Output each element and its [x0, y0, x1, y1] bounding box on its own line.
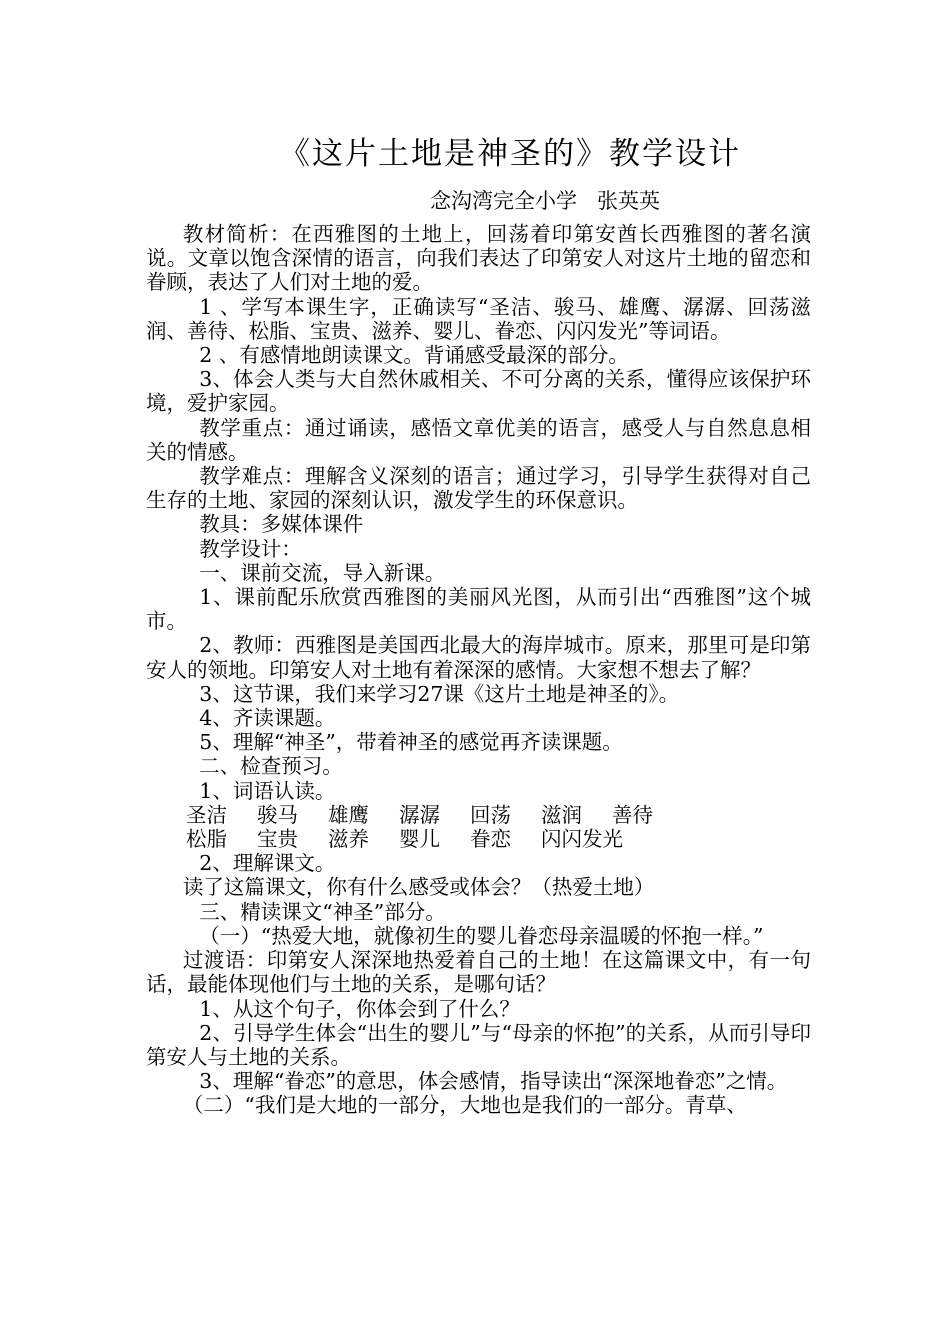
vocab-word: 回荡: [470, 802, 511, 827]
paragraph-sub-2: 2、引导学生体会“出生的婴儿”与“母亲的怀抱”的关系，从而引导印第安人与土地的关系。: [146, 1020, 811, 1069]
paragraph-goal-2: 2 、有感情地朗读课文。背诵感受最深的部分。: [199, 343, 629, 368]
paragraph-design: 教学设计：: [199, 536, 302, 561]
paragraph-step-4: 4、齐读课题。: [199, 706, 336, 731]
vocab-word: 雄鹰: [328, 802, 369, 827]
document-title: 《这片土地是神圣的》教学设计: [279, 136, 741, 172]
paragraph-word-reading: 1、词语认读。: [199, 778, 336, 803]
paragraph-step-5: 5、理解“神圣”，带着神圣的感觉再齐读课题。: [199, 730, 623, 755]
paragraph-sub-3: 3、理解“眷恋”的意思，体会感情，指导读出“深深地眷恋”之情。: [199, 1069, 788, 1094]
paragraph-key-point: 教学重点：通过诵读，感悟文章优美的语言，感受人与自然息息相关的情感。: [146, 415, 811, 464]
paragraph-quote-2: （二）“我们是大地的一部分，大地也是我们的一部分。青草、: [182, 1093, 747, 1118]
vocab-word: 婴儿: [399, 827, 440, 852]
word-list-row-2: [146, 827, 811, 851]
paragraph-sub-1: 1、从这个句子，你体会到了什么？: [199, 996, 520, 1021]
paragraph-transition: 过渡语：印第安人深深地热爱着自己的土地！在这篇课文中，有一句话，最能体现他们与土地的关系，是哪句话？: [146, 948, 811, 997]
vocab-word: 圣洁: [186, 802, 227, 827]
vocab-word: 闪闪发光: [541, 827, 623, 852]
paragraph-step-3: 3、这节课，我们来学习27课《这片土地是神圣的》。: [199, 681, 680, 706]
vocab-word: 滋养: [328, 827, 369, 852]
vocab-word: 善待: [612, 802, 653, 827]
document-body: [146, 222, 811, 1118]
vocab-word: 骏马: [257, 802, 298, 827]
paragraph-step-1: 1、课前配乐欣赏西雅图的美丽风光图，从而引出“西雅图”这个城市。: [146, 585, 811, 634]
author-line: 念沟湾完全小学 张英英: [430, 189, 661, 213]
vocab-word: 滋润: [541, 802, 582, 827]
vocab-word: 松脂: [186, 827, 227, 852]
section-heading-3: 三、精读课文“神圣”部分。: [199, 899, 446, 924]
section-heading-1: 一、课前交流，导入新课。: [199, 560, 446, 585]
paragraph-tools: 教具：多媒体课件: [199, 512, 364, 537]
word-list-row-1: [146, 803, 811, 827]
paragraph-quote-1: （一）“热爱大地，就像初生的婴儿眷恋母亲温暖的怀抱一样。”: [199, 923, 764, 948]
paragraph-step-2: 2、教师：西雅图是美国西北最大的海岸城市。原来，那里可是印第安人的领地。印第安人对土地有着深深的感情。大家想不想去了解？: [146, 633, 811, 682]
vocab-word: 宝贵: [257, 827, 298, 852]
paragraph-difficulty: 教学难点：理解含义深刻的语言；通过学习，引导学生获得对自己生存的土地、家园的深刻认识，激发学生的环保意识。: [146, 464, 811, 513]
section-heading-2: 二、检查预习。: [199, 754, 343, 779]
paragraph-understand: 2、理解课文。: [199, 851, 336, 876]
vocab-word: 眷恋: [470, 827, 511, 852]
paragraph-goal-3: 3、体会人类与大自然休戚相关、不可分离的关系，懂得应该保护环境，爱护家园。: [146, 367, 811, 416]
vocab-word: 潺潺: [399, 802, 440, 827]
paragraph-intro: 教材简析：在西雅图的土地上，回荡着印第安酋长西雅图的著名演说。文章以饱含深情的语言，向我们表达了印第安人对这片土地的留恋和眷顾，表达了人们对土地的爱。: [146, 222, 811, 295]
paragraph-goal-1: 1 、学写本课生字，正确读写“圣洁、骏马、雄鹰、潺潺、回荡滋润、善待、松脂、宝贵、滋养、婴儿、眷恋、闪闪发光”等词语。: [146, 294, 811, 343]
paragraph-question: 读了这篇课文，你有什么感受或体会？（热爱土地）: [182, 875, 655, 900]
